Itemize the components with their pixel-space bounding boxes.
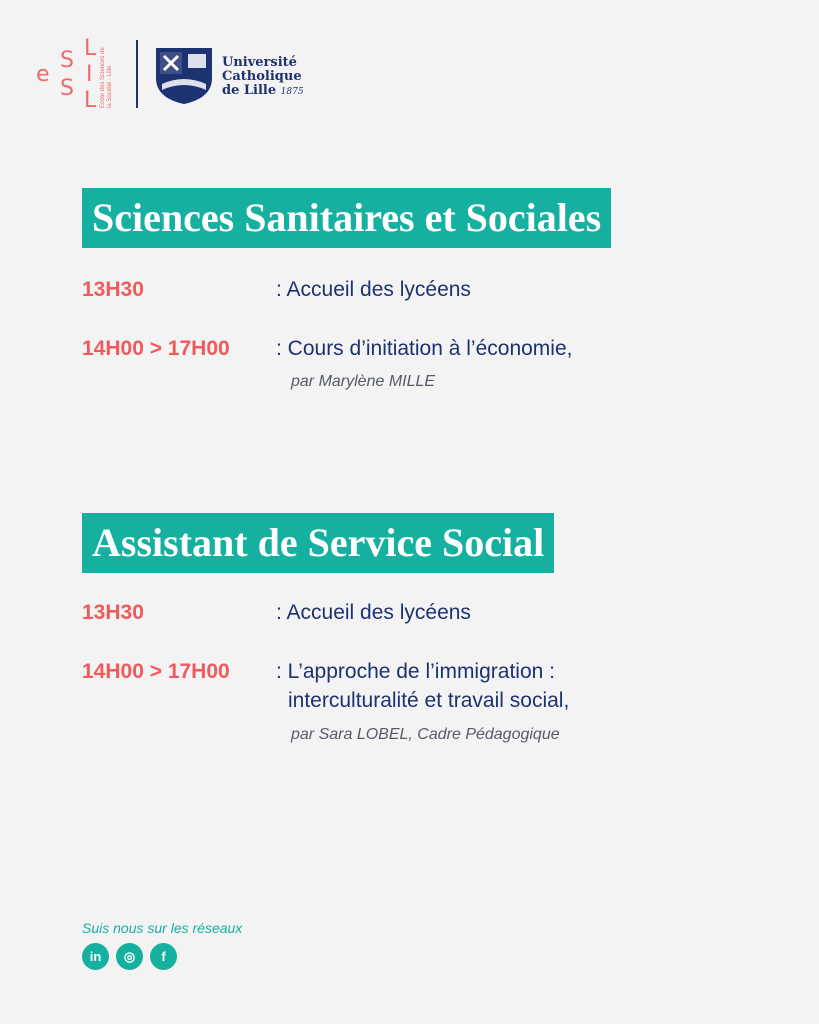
instagram-icon[interactable]: ◎: [116, 943, 143, 970]
follow-us-text: Suis nous sur les réseaux: [82, 920, 243, 936]
section-title-sss: Sciences Sanitaires et Sociales: [82, 188, 611, 248]
schedule-desc: : Accueil des lycéens: [276, 601, 471, 624]
ucl-line1: Université: [222, 55, 297, 70]
schedule-desc: : L’approche de l’immigration :: [276, 660, 555, 683]
essl-letter-l2: L: [84, 88, 97, 113]
ucl-year: 1875: [280, 87, 304, 97]
speaker-name: par Marylène MILLE: [291, 373, 436, 390]
social-links: [82, 943, 177, 970]
essl-subtitle: École des Sciences de la Société · Lille: [100, 47, 113, 108]
ucl-crest-icon: [152, 44, 216, 106]
essl-letter-l1: L: [84, 36, 97, 61]
essl-letter-s2: S: [60, 76, 74, 101]
schedule-desc-line2: interculturalité et travail social,: [288, 689, 570, 712]
schedule-time: 14H00 > 17H00: [82, 337, 230, 360]
essl-letter-e: e: [36, 62, 50, 87]
facebook-icon[interactable]: f: [150, 943, 177, 970]
section-title-ass: Assistant de Service Social: [82, 513, 554, 573]
logo-divider: [136, 40, 138, 108]
schedule-desc: : Cours d’initiation à l’économie,: [276, 337, 573, 360]
schedule-time: 14H00 > 17H00: [82, 660, 230, 683]
schedule-time: 13H30: [82, 601, 144, 624]
ucl-line2: Catholique: [222, 69, 302, 84]
ucl-wordmark: [222, 56, 304, 99]
ucl-line3-text: de Lille: [222, 83, 277, 98]
schedule-time: 13H30: [82, 278, 144, 301]
linkedin-icon[interactable]: in: [82, 943, 109, 970]
essl-letter-i: I: [86, 62, 93, 87]
schedule-desc: : Accueil des lycéens: [276, 278, 471, 301]
speaker-name: par Sara LOBEL, Cadre Pédagogique: [291, 726, 560, 743]
ucl-line3: [222, 84, 304, 99]
essl-letter-s1: S: [60, 48, 74, 73]
